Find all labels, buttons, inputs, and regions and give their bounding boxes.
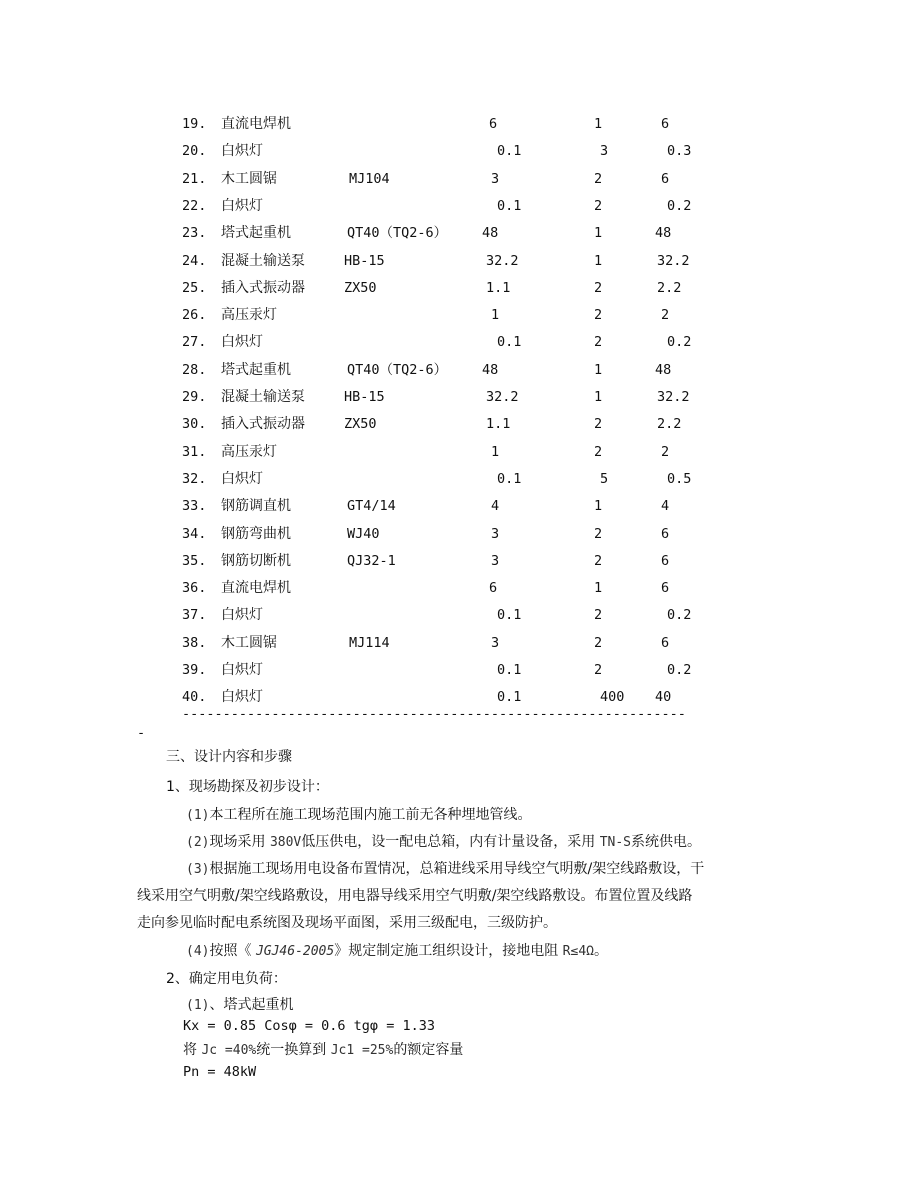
equipment-name: 白炽灯	[221, 662, 263, 678]
table-divider-tail: -	[137, 725, 146, 741]
total-power: 48	[655, 361, 672, 378]
standard-code: JGJ46-2005	[255, 944, 335, 959]
row-number: 21.	[182, 170, 207, 187]
rated-power: 32.2	[486, 252, 519, 269]
rated-power: 0.1	[497, 197, 522, 214]
total-power: 32.2	[657, 389, 690, 405]
paragraph-4-text-b: 》规定制定施工组织设计，接地电阻	[334, 943, 559, 959]
paragraph-1	[186, 802, 531, 829]
equipment-name: 塔式起重机	[221, 361, 291, 378]
quantity: 1	[594, 116, 603, 132]
equipment-model: ZX50	[344, 279, 377, 296]
equipment-model: GT4/14	[347, 498, 396, 515]
total-power: 0.3	[667, 143, 692, 160]
rated-power: 3	[491, 170, 500, 187]
system-type: TN-S	[599, 835, 632, 850]
equipment-name: 直流电焊机	[221, 580, 291, 597]
table-row	[0, 113, 920, 135]
total-power: 0.2	[667, 662, 692, 678]
equipment-name: 木工圆锯	[221, 170, 277, 187]
total-power: 2	[661, 307, 670, 324]
row-number: 28.	[182, 361, 207, 378]
equipment-name: 钢筋弯曲机	[221, 525, 291, 542]
quantity: 2	[594, 170, 603, 187]
row-number: 25.	[182, 279, 207, 296]
equipment-name: 木工圆锯	[221, 634, 277, 651]
total-power: 6	[661, 116, 670, 132]
quantity: 2	[594, 279, 603, 296]
paragraph-1-text: 本工程所在施工现场范围内施工前无各种埋地管线。	[209, 807, 532, 823]
equipment-model: MJ114	[349, 634, 390, 651]
calc-jc-value: Jc =40%	[201, 1043, 257, 1058]
paragraph-3-line-3: 走向参见临时配电系统图及现场平面图，采用三级配电，三级防护。	[137, 915, 557, 931]
quantity: 5	[600, 470, 609, 487]
quantity: 1	[594, 498, 603, 515]
row-number: 27.	[182, 334, 207, 351]
quantity: 2	[594, 552, 603, 569]
quantity: 1	[594, 389, 603, 405]
rated-power: 1.1	[486, 416, 511, 433]
equipment-model: WJ40	[347, 525, 380, 542]
table-row	[0, 359, 920, 381]
table-row	[0, 659, 920, 681]
paragraph-3-prefix: (3)	[186, 862, 210, 877]
row-number: 19.	[182, 116, 207, 132]
row-number: 23.	[182, 225, 207, 242]
rated-power: 6	[489, 580, 498, 597]
equipment-name: 插入式振动器	[221, 416, 305, 433]
row-number: 29.	[182, 389, 207, 405]
total-power: 2	[661, 443, 670, 460]
quantity: 2	[594, 662, 603, 678]
section-title: 三、设计内容和步骤	[166, 749, 292, 765]
table-row	[0, 468, 920, 490]
quantity: 1	[594, 361, 603, 378]
resistance-value: R≤4Ω	[562, 944, 594, 959]
row-number: 32.	[182, 470, 207, 487]
calc-pn: Pn = 48kW	[183, 1064, 257, 1080]
total-power: 6	[661, 525, 670, 542]
equipment-name: 高压汞灯	[221, 443, 277, 460]
quantity: 2	[594, 334, 603, 351]
rated-power: 0.1	[497, 607, 522, 624]
table-row	[0, 304, 920, 326]
table-row	[0, 550, 920, 572]
rated-power: 1	[491, 307, 500, 324]
rated-power: 6	[489, 116, 498, 132]
equipment-name: 直流电焊机	[221, 116, 291, 132]
row-number: 38.	[182, 634, 207, 651]
equipment-model: QT40（TQ2-6）	[347, 361, 448, 378]
table-divider: --------------------------------------------------------------	[182, 706, 686, 722]
paragraph-2-text-b: 低压供电，设一配电总箱，内有计量设备，采用	[301, 834, 596, 850]
total-power: 2.2	[657, 279, 682, 296]
total-power: 32.2	[657, 252, 690, 269]
equipment-name: 混凝土输送泵	[221, 389, 305, 405]
quantity: 2	[594, 634, 603, 651]
total-power: 6	[661, 580, 670, 597]
row-number: 24.	[182, 252, 207, 269]
total-power: 0.2	[667, 334, 692, 351]
quantity: 2	[594, 607, 603, 624]
row-number: 30.	[182, 416, 207, 433]
equipment-name: 白炽灯	[221, 334, 263, 351]
equipment-model: MJ104	[349, 170, 390, 187]
rated-power: 0.1	[497, 662, 522, 678]
rated-power: 48	[482, 225, 499, 242]
rated-power: 0.1	[497, 689, 522, 706]
table-row	[0, 140, 920, 162]
paragraph-2-text-a: 现场采用	[209, 834, 266, 850]
equipment-name: 钢筋切断机	[221, 552, 291, 569]
paragraph-2-prefix: (2)	[186, 835, 210, 850]
calc-title-prefix: (1)	[186, 998, 210, 1013]
table-row	[0, 386, 920, 408]
calc-title-text: 、塔式起重机	[209, 997, 294, 1013]
subsection-title-1: 1、现场勘探及初步设计：	[166, 779, 329, 795]
quantity: 2	[594, 443, 603, 460]
equipment-name: 混凝土输送泵	[221, 252, 305, 269]
paragraph-4-text-a: 按照《	[209, 943, 252, 959]
calc-coefficients: Kx = 0.85 Cosφ = 0.6 tgφ = 1.33	[183, 1018, 435, 1034]
row-number: 34.	[182, 525, 207, 542]
rated-power: 32.2	[486, 389, 519, 405]
quantity: 2	[594, 197, 603, 214]
equipment-model: HB-15	[344, 389, 385, 405]
equipment-model: QJ32-1	[347, 552, 396, 569]
table-row	[0, 195, 920, 217]
voltage-value: 380V	[269, 835, 302, 850]
row-number: 33.	[182, 498, 207, 515]
table-row	[0, 577, 920, 599]
row-number: 36.	[182, 580, 207, 597]
table-row	[0, 495, 920, 517]
table-row	[0, 686, 920, 708]
rated-power: 3	[491, 525, 500, 542]
row-number: 39.	[182, 662, 207, 678]
total-power: 6	[661, 634, 670, 651]
table-row	[0, 441, 920, 463]
equipment-name: 白炽灯	[221, 689, 263, 706]
total-power: 0.2	[667, 197, 692, 214]
rated-power: 3	[491, 552, 500, 569]
quantity: 3	[600, 143, 609, 160]
equipment-name: 白炽灯	[221, 197, 263, 214]
rated-power: 1	[491, 443, 500, 460]
row-number: 20.	[182, 143, 207, 160]
table-row	[0, 632, 920, 654]
table-row	[0, 250, 920, 272]
rated-power: 0.1	[497, 143, 522, 160]
table-row	[0, 277, 920, 299]
table-row	[0, 222, 920, 244]
rated-power: 0.1	[497, 470, 522, 487]
quantity: 2	[594, 416, 603, 433]
paragraph-4-text-c: 。	[593, 943, 608, 959]
row-number: 37.	[182, 607, 207, 624]
paragraph-3-text-1: 根据施工现场用电设备布置情况，总箱进线采用导线空气明敷/架空线路敷设，干	[209, 861, 705, 877]
calc-conversion-c: 统一换算到	[256, 1042, 327, 1058]
rated-power: 3	[491, 634, 500, 651]
subsection-title-2: 2、确定用电负荷：	[166, 971, 287, 987]
quantity: 1	[594, 580, 603, 597]
equipment-model: ZX50	[344, 416, 377, 433]
table-row	[0, 168, 920, 190]
quantity: 400	[600, 689, 625, 706]
calc-conversion-a: 将	[183, 1042, 197, 1058]
calc-conversion-e: 的额定容量	[393, 1042, 464, 1058]
rated-power: 48	[482, 361, 499, 378]
quantity: 2	[594, 525, 603, 542]
total-power: 6	[661, 170, 670, 187]
table-row	[0, 413, 920, 435]
paragraph-3-line-1	[186, 856, 704, 883]
row-number: 40.	[182, 689, 207, 706]
total-power: 40	[655, 689, 672, 706]
total-power: 0.5	[667, 470, 692, 487]
row-number: 31.	[182, 443, 207, 460]
paragraph-2-text-c: 系统供电。	[631, 834, 702, 850]
total-power: 6	[661, 552, 670, 569]
paragraph-4	[186, 938, 608, 965]
equipment-name: 钢筋调直机	[221, 498, 291, 515]
equipment-name: 白炽灯	[221, 470, 263, 487]
quantity: 1	[594, 252, 603, 269]
total-power: 4	[661, 498, 670, 515]
row-number: 22.	[182, 197, 207, 214]
calc-jc1-value: Jc1 =25%	[330, 1043, 394, 1058]
row-number: 26.	[182, 307, 207, 324]
row-number: 35.	[182, 552, 207, 569]
table-row	[0, 331, 920, 353]
paragraph-3-line-2: 线采用空气明敷/架空线路敷设，用电器导线采用空气明敷/架空线路敷设。布置位置及线路	[137, 888, 693, 904]
equipment-name: 白炽灯	[221, 143, 263, 160]
rated-power: 0.1	[497, 334, 522, 351]
equipment-name: 白炽灯	[221, 607, 263, 624]
total-power: 2.2	[657, 416, 682, 433]
quantity: 1	[594, 225, 603, 242]
equipment-model: QT40（TQ2-6）	[347, 225, 448, 242]
total-power: 48	[655, 225, 672, 242]
total-power: 0.2	[667, 607, 692, 624]
paragraph-2	[186, 829, 701, 856]
equipment-name: 高压汞灯	[221, 307, 277, 324]
table-row	[0, 523, 920, 545]
equipment-name: 插入式振动器	[221, 279, 305, 296]
quantity: 2	[594, 307, 603, 324]
table-row	[0, 604, 920, 626]
equipment-name: 塔式起重机	[221, 225, 291, 242]
equipment-model: HB-15	[344, 252, 385, 269]
rated-power: 1.1	[486, 279, 511, 296]
rated-power: 4	[491, 498, 500, 515]
paragraph-1-prefix: (1)	[186, 808, 210, 823]
paragraph-4-prefix: (4)	[186, 944, 210, 959]
